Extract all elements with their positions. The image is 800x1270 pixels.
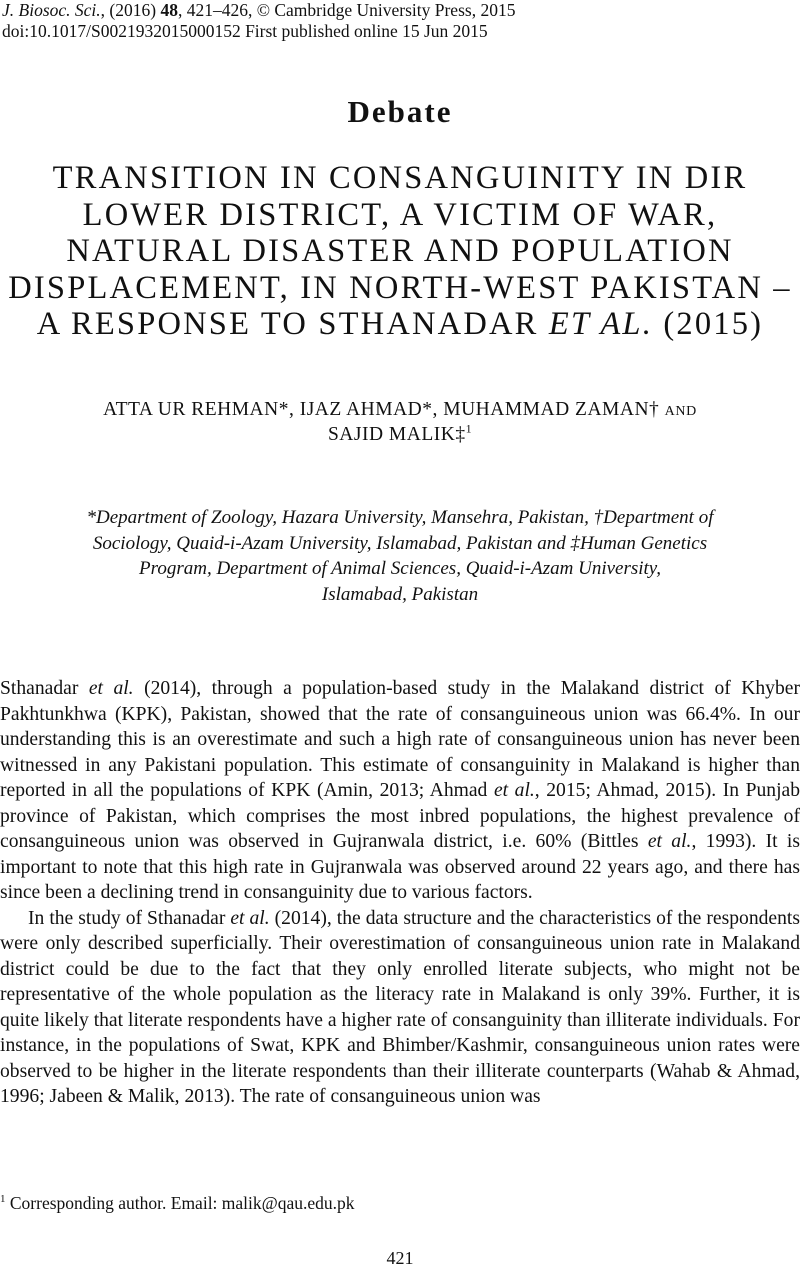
title-line: NATURAL DISASTER AND POPULATION [66,233,734,269]
article-body [0,676,800,1110]
affiliation-line: Islamabad, Pakistan [321,583,479,605]
affiliation-line: *Department of Zoology, Hazara University, Mansehra, Pakistan, †Department of [86,507,714,528]
article-title [0,160,800,343]
title-line: TRANSITION IN CONSANGUINITY IN DIR [52,160,748,196]
author-line [0,423,800,446]
body-paragraph-1 [0,676,800,906]
affiliation-line: Sociology, Quaid-i-Azam University, Islamabad, Pakistan and ‡Human Genetics [92,532,708,554]
text-run: (2014), through a population-based study in the Malakand district of Khyber Pakhtunkhwa (KPK), Pakistan, showed that the rate of consanguineous union was 66.4%. In our understanding this is an overestimate and such a high rate of consanguineous union has never been witnessed in any Pakistani population. This estimate of consanguinity in Malakand is higher than reported in all the populations of KPK (Amin, 2013; Ahmad [0,678,800,801]
author-line [0,398,800,423]
italic-run: et al. [230,907,270,929]
and-word: AND [664,404,697,419]
affiliation-line: Program, Department of Animal Sciences, Quaid-i-Azam University, [139,558,661,579]
page-number: 421 [386,1248,414,1268]
citation-pages-copyright: , 421–426, © Cambridge University Press, 2015 [177,0,516,20]
authors-text: ATTA UR REHMAN*, IJAZ AHMAD*, MUHAMMAD ZAMAN† [103,399,665,420]
body-paragraph-2 [0,906,800,1110]
text-run: , 1993). It is important to note that this high rate in Gujranwala was observed around 22 years ago, and there has since been a declining trend in consanguinity due to various factors. [0,831,800,903]
volume-number: 48 [160,0,178,20]
journal-citation [2,0,515,20]
text-run: In the study of Sthanadar [28,907,231,929]
authors-text: SAJID MALIK‡ [327,424,466,445]
title-text: A RESPONSE TO STHANADAR [36,306,549,342]
text-run: (2014), the data structure and the characteristics of the respondents were only described superficially. Their overestimation of consanguineous union rate in Malakand district could be due to the fact that they only enrolled literate subjects, who might not be representative of the whole population as the literacy rate in Malakand is only 39%. Further, it is quite likely that literate respondents have a higher rate of consanguinity than illiterate individuals. For instance, in the populations of Swat, KPK and Bhimber/Kashmir, consanguineous union rates were observed to be higher in the literate respondents than their illiterate counterparts (Wahab & Ahmad, 1996; Jabeen & Malik, 2013). The rate of consanguineous union was [0,907,800,1107]
title-line: DISPLACEMENT, IN NORTH-WEST PAKISTAN – [8,269,792,306]
doi-line: doi:10.1017/S0021932015000152 First published online 15 Jun 2015 [2,21,488,41]
footnote [0,1193,355,1213]
author-list [0,398,800,446]
journal-name: J. Biosoc. Sci. [2,0,101,20]
italic-run: et al. [493,780,535,801]
affiliations [0,505,800,607]
citation-year: , (2016) [100,0,161,20]
footnote-text: Corresponding author. Email: malik@qau.edu.pk [5,1193,355,1213]
italic-run: et al. [88,678,134,699]
footnote-marker: 1 [0,1193,6,1206]
title-line [0,306,800,343]
footnote-ref: 1 [465,421,473,436]
title-italic: ET AL. [548,306,654,342]
text-run: Sthanadar [0,678,89,699]
title-year: (2015) [653,306,764,342]
title-line: LOWER DISTRICT, A VICTIM OF WAR, [82,196,718,233]
section-label: Debate [347,94,453,129]
italic-run: et al. [647,831,692,852]
text-run: , 2015; Ahmad, 2015). In Punjab province of Pakistan, which comprises the most inbred populations, the highest prevalence of consanguineous union was observed in Gujranwala district, i.e. 60% (Bittles [0,780,800,852]
